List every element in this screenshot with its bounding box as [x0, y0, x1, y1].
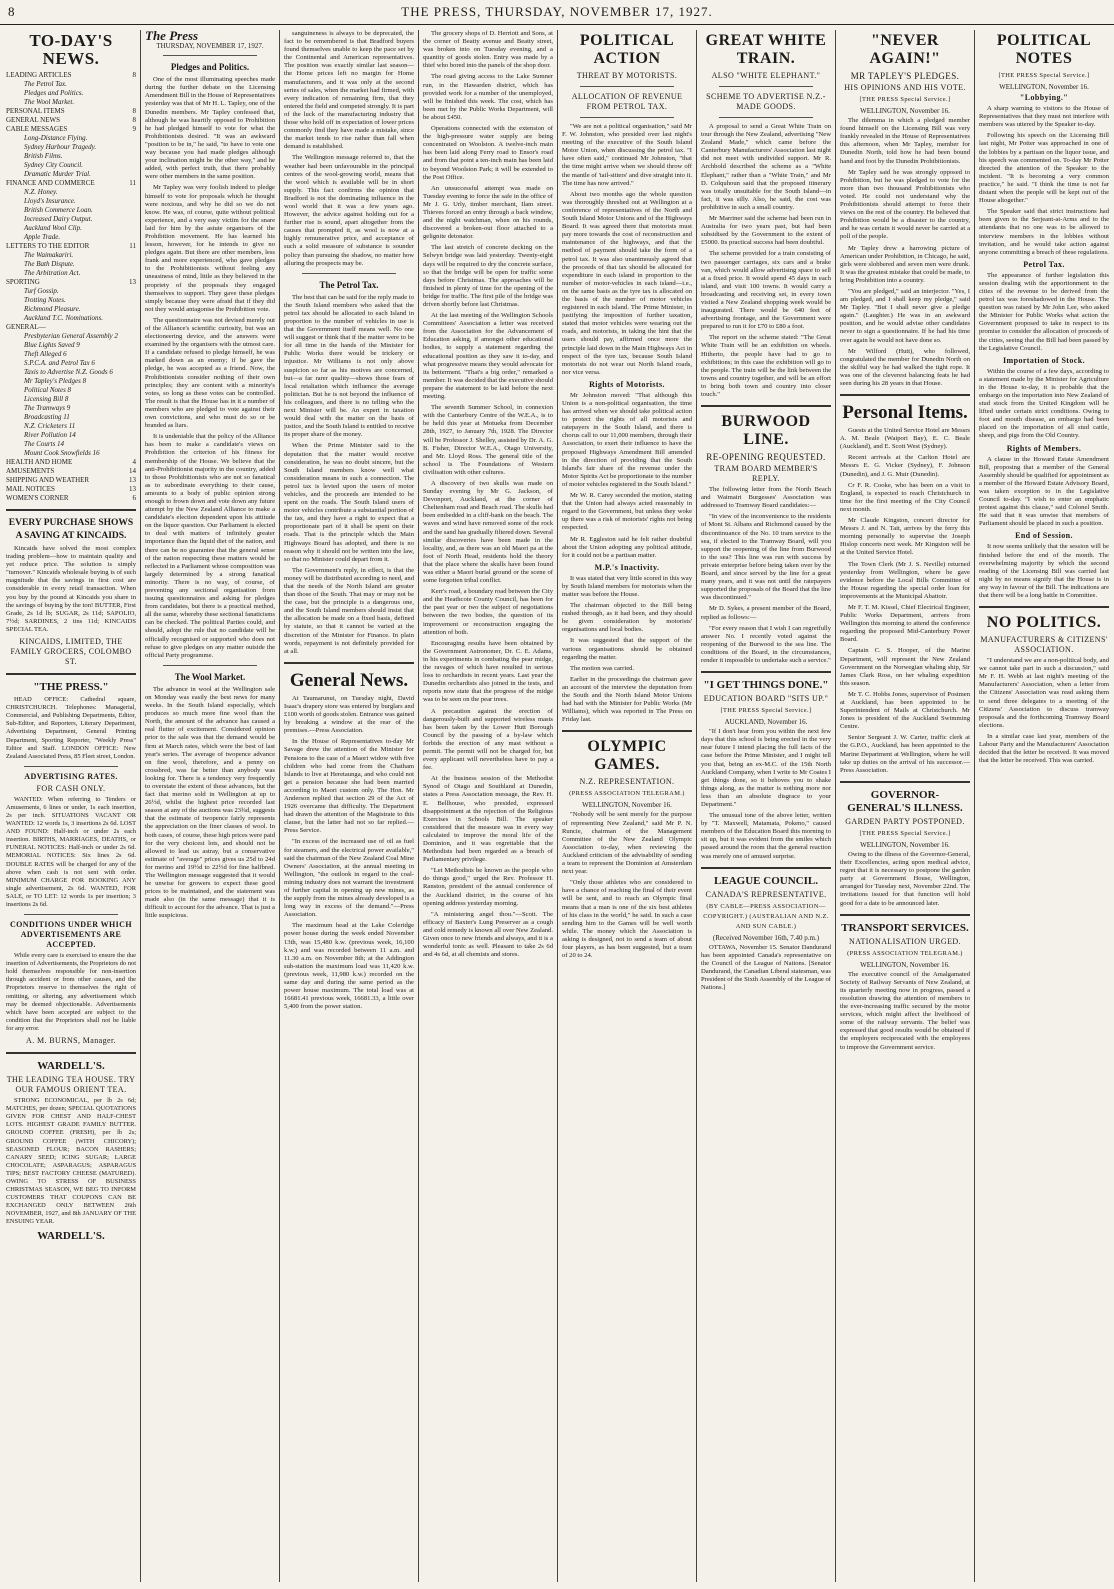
index-item	[6, 323, 136, 332]
index-subitem: Sydney City Council.	[24, 161, 83, 169]
article-paragraph: When the Prime Minister said to the deputation that the matter would receive consideration, he was no doubt sincere, but the South Island members know well what consideration means in such a connection. The petrol tax is levied upon the users of motor vehicles, and the proceeds are intended to be spent on the roads. The South Island users of motor vehicles contribute a substantial portion of the tax, and they have a right to expect that a proportionate part of it shall be spent on their roads. That is the principle which the Main Highways Board has adopted, and there is no reason why it should not be written into the law, so that no Minister could depart from it.	[284, 442, 414, 563]
index-subitem: Turf Gossip.	[24, 287, 59, 295]
lobbying-heading: "Lobbying."	[1019, 93, 1069, 103]
transport-source: (PRESS ASSOCIATION TELEGRAM.)	[847, 949, 963, 957]
article-paragraph: The maximum head at the Lake Coleridge power house during the week ended November 13th, was 15,480 k.w. (previous week, 16,100 k.w.) and was recorded between 11 a.m. and 11.30 a.m. on November 8th; at the Addington sub-station the maximum load was 11,420 k.w. (previous week, 11,980 k.w.) recorded on the same day and during the same period as the power house maximum. The total load was at 16681.41 previous week, 16681.33, a little over 5,400 from the power station.	[284, 922, 414, 1011]
index-subitem: Apple Trade.	[24, 233, 61, 241]
index-label: AMUSEMENTS	[6, 467, 55, 475]
index-subitem: The Arbitration Act.	[24, 269, 81, 277]
column-rule	[557, 30, 558, 1582]
index-page: 14	[129, 467, 136, 475]
white-train-body	[701, 123, 831, 399]
index-subitem: The Waimakariri.	[24, 251, 74, 259]
never-again-dateline: WELLINGTON, November 16.	[860, 107, 950, 115]
index-label: SPORTING	[6, 278, 40, 286]
article-paragraph: The dilemma in which a pledged member found himself on the Licensing Bill was very frankly revealed in the House of Representatives this afternoon, when Mr Tapley, member for Dunedin North, told how he had been bound hand and foot by the Dunedin Prohibitionists.	[840, 117, 970, 165]
ad-body: Kincaids have solved the most complex trading problem—how to maintain quality and yet reduce price. The solution is simply "turnover." Kincaids wholesale buying is of such magnitude that the savings in first cost are considerable in every retail transaction. When you buy by the pound at Kincaids you share in the savings of buying by the ton! BUTTER, First Grade, 2s 1d lb; SUGAR, 2s 11d; SAPOLIO, 7½d; SARDINES, 2 tins 11d; KINCAIDS SPECIAL TEA.	[6, 545, 136, 633]
editorial-date: THURSDAY, NOVEMBER 17, 1927.	[156, 42, 264, 51]
index-subitem: British Films.	[24, 152, 63, 160]
article-paragraph: The following letter from the North Beach and Waimairi Burgesses' Association was addressed to Tramway Board candidates:—	[701, 486, 831, 510]
transport-sub: NATIONALISATION URGED.	[849, 936, 961, 946]
governor-general-sub: GARDEN PARTY POSTPONED.	[845, 816, 965, 826]
end-of-session-heading: End of Session.	[1015, 531, 1073, 541]
index-label: FINANCE AND COMMERCE	[6, 179, 95, 187]
kincaids-ad	[6, 517, 136, 667]
column-4	[423, 30, 553, 1582]
column-6	[701, 30, 831, 1582]
index-label: PERSONAL ITEMS	[6, 107, 65, 115]
article-paragraph: It now seems unlikely that the session will be finished before the end of the month. The overwhelming majority by which the second reading of the Licensing Bill was carried last night by no means signify that the House is in any way in favour of the Bill. The indications are that there will be a long battle in Committee.	[979, 543, 1109, 599]
column-3	[284, 30, 414, 1582]
burwood-heading: BURWOOD LINE.	[721, 413, 811, 449]
article-paragraph: OTTAWA, November 15. Senator Dandurand has been appointed Canada's representative on the Council of the League of Nations. [Senator Dandurand, the Canadian Liberal statesman, was President of the Sixth Assembly of the League of Nations.]	[701, 943, 831, 992]
article-paragraph: "We are not a political organisation," said Mr F. W. Johnston, who presided over last night's meeting of the executive of the South Island Motor Union, when discussing the petrol tax. "I have often said," continued Mr Johnston, "that the time might arrive when we should throw off the mantle of 'tail-sitters' and dive straight into it. The time has now arrived."	[562, 123, 692, 187]
article-paragraph: A proposal to send a Great White Train on tour through the New Zealand, advertising "New Zealand Made," which came before the Canterbury Manufacturers' Association last night did not meet with undivided support. Mr R. Archbold described the scheme as a "White Elephant," rather than a "White Train," and Mr D. Colquhoun said that the proposed itinerary was totally unsuitable for the South Island—in fact, it was silly. Also, he said, the cost was prohibitive in such a small country.	[701, 123, 831, 211]
league-council-source: (BY CABLE—PRESS ASSOCIATION—COPYRIGHT.) (AUSTRALIAN AND N.Z. AND SUN CABLE.)	[703, 902, 829, 930]
index-item	[6, 458, 136, 467]
article-paragraph: Mr D. Sykes, a present member of the Board, replied as follows:—	[701, 605, 831, 621]
index-subitem: Theft Alleged 6	[24, 350, 67, 358]
article-paragraph: Mr W. R. Carey seconded the motion, stating that the Union had always acted reasonably in regard to the Government, but unless they woke up there was a risk of motorists' rights not being respected.	[562, 492, 692, 532]
index-label: CABLE MESSAGES	[6, 125, 68, 133]
article-paragraph: The Government's reply, in effect, is that the money will be distributed according to need, and that the needs of the North Island are greater than those of the South. That may or may not be the case, but the principle is a dangerous one, and the South Island members should insist that the allocation be made on a fixed basis, defined by statute, so that it cannot be varied at the discretion of the Minister for Finance. In plain words, repayment is not definitely provided for at all.	[284, 566, 414, 655]
never-again-heading: "NEVER AGAIN!"	[869, 32, 941, 67]
governor-general-dateline: WELLINGTON, November 16.	[860, 840, 950, 849]
index-subitem: Licensing Bill 8	[24, 395, 69, 403]
article-paragraph: It is undeniable that the policy of the Alliance has been to make a candidate's views on Prohibition the criterion of his fitness for membership of the House. We believe that the anti-Prohibitionist majority in the country, added to those Prohibitionists who are not so fanatical as to subordinate everything to their cause, amounts to a body of public opinion strong enough to frown down and vote down any future attempt by the New Zealand Alliance to make a candidate's election dependent upon his attitude on the liquor question. Our Parliament is elected to deal with matters of infinitely greater importance than the liquid diet of the nation, and there can be no guarantee that the general sense of the nation respecting these matters would be reflected in a Parliament whose composition was largely determined by a strong fanatical minority. There is no way, of course, of preventing any sectional organisation from issuing questionnaires and asking for pledges from candidates, but there is a practical method, all the same, whereby these sectional fanaticisms can be checked. The political Parties could, and should, adopt the rule that no candidate will be officially recognised or supported who does not refuse to give pledges on any matter outside the official Party programme.	[145, 433, 275, 659]
article-paragraph: "Only those athletes who are considered to have a chance of reaching the final of their event will be sent, and to reach an Olympic final means that a man is one of the six best athletes of his class in the world," he said. In such a case sending him to the Games will be well worth while. The money which the Association is asking is designed, not to send a team of about four players, as has been suggested, but a team of 20 to 24.	[562, 879, 692, 960]
political-action-heading: POLITICAL ACTION	[579, 32, 675, 67]
article-paragraph: The unusual tone of the above letter, written by "T. Maxwell, Matamata, Pokeno," caused members of the Education Board this morning to sit up, but it was evident from the smiles which passed around the room that the general reaction was merely one of amused surprise.	[701, 812, 831, 860]
index-page: 8	[132, 71, 136, 79]
article-paragraph: Senior Sergeant J. W. Carter, traffic clerk at the G.P.O., Auckland, has been appointed to the Marine Department at Wellington, where he will take up duties on the arrival of his successor.—Press Association.	[840, 734, 970, 774]
news-index	[6, 71, 136, 503]
column-rule	[279, 30, 280, 1582]
index-page: 13	[129, 278, 136, 286]
conditions-body: While every care is exercised to ensure the due insertion of Advertisements, the Proprietors do not hold themselves responsible for non-insertion through accident or from other causes, and the Proprietors reserve to themselves the right of omitting, or altering, any advertisement which may be deemed objectionable. Advertisements which have been accepted are subject to the condition that the Proprietors shall not be liable for any error.	[6, 952, 136, 1032]
never-again-deck: HIS OPINIONS AND HIS VOTE.	[844, 83, 966, 92]
column-rule	[696, 30, 697, 1582]
index-subitem: S.P.C.A. and Petrol Tax 6	[24, 359, 95, 367]
article-paragraph: One of the most illuminating speeches made during the further debate on the Licensing Amendment Bill in the House of Representatives yesterday was that of Mr H. L. Tapley, one of the Dunedin members. Mr Tapley confessed that, although he was heartily opposed to Prohibition he had pledged himself to vote for what the Prohibitionists desired. "It was an awkward "position to be in," he said, "to have to vote one way because you had made pledges although your inclination might be the other way," and he added, with perfect truth, that there probably were other members in the same position.	[145, 76, 275, 181]
index-page: 8	[132, 116, 136, 124]
index-subitem: The Bath Dispute.	[24, 260, 75, 268]
article-paragraph: Mr Johnston moved: "That although this Union is a non-political organisation, the time has arrived when we should take political action to protect the rights of all motorists and ratepayers in the South Island, and there is chorus call to our 11,000 members, through their Association, to exert their influence to have the proposed Highways Amendment Bill amended in the direction of providing that the South Island's fair share of the revenue under the Motor Spirits Act be proportionate to the number of motor vehicles registered in the South Island."	[562, 391, 692, 488]
press-logo: The Press	[145, 30, 199, 43]
article-paragraph: The best that can be said for the reply made to the South Island members who asked that the petrol tax should be allocated to each Island in proportion to the number of vehicles in use is that the Government itself means well. No one will suggest or think that if the matter were to be for all time in the hands of the Minister for Public Works there would be trickery or injustice. Mr Williams is not only above suspicion so far as his motives are concerned, but—a far rarer quality—shows those fears of local retaliation which influence the average politician. But he is not beyond the influence of his colleagues, and there is no telling who the next Minister will be. An expert in taxation would deal with the matter on the basis of justice, and the South Island is entitled to receive its proper share of the money.	[284, 293, 414, 439]
column-5	[562, 30, 692, 1582]
editorial-masthead	[145, 30, 275, 43]
index-subitem: Richmond Pleasure.	[24, 305, 81, 313]
masthead	[0, 0, 1114, 25]
index-subitem: Presbyterian General Assembly 2	[24, 332, 118, 340]
article-paragraph: "Nobody will be sent merely for the purpose of representing New Zealand," said Mr P. N. Runcie, chairman of the Management Committee of the New Zealand Olympic Association to-day, when reviewing the Auckland criticism of the advisability of sending a team to represent the Dominion at Amsterdam next year.	[562, 811, 692, 876]
olympic-games-dateline: WELLINGTON, November 16.	[582, 801, 672, 810]
article-paragraph: Mr F. T. M. Kissel, Chief Electrical Engineer, Public Works Department, arrives from Wellington this morning to attend the conference regarding the proposed Mid-Canterbury Power Board.	[840, 603, 970, 644]
index-subitem: The Tramways 9	[24, 404, 71, 412]
index-subitem: Blue Lights Saved 9	[24, 341, 80, 349]
mp-inactivity-body	[562, 575, 692, 725]
index-subitem: Trotting Notes.	[24, 296, 66, 304]
advertising-rates-heading: ADVERTISING RATES.	[24, 771, 118, 781]
article-paragraph: Captain C. S. Hooper, of the Marine Department, will represent the New Zealand Government on the Norwegian whaling ship, Sir James Clark Ross, on her whaling expedition this season.	[840, 647, 970, 687]
no-politics-sub: MANUFACTURERS & CITIZENS' ASSOCIATION.	[980, 635, 1108, 655]
index-subitem: Increased Dairy Output.	[24, 215, 93, 223]
column-rule	[140, 30, 141, 1582]
article-paragraph: "For every reason that I wish I can regretfully answer No. I recently voted against the reopening of the Burwood to the sea line. The conditions of the Board, in the circumstances, render it impossible to undertake such a service."	[701, 624, 831, 664]
index-subitem: The Wool Market.	[24, 98, 75, 106]
no-politics-body	[979, 657, 1109, 765]
index-page: 4	[132, 458, 136, 466]
index-label: GENERAL—	[6, 323, 46, 331]
article-paragraph: A clause in the Howard Estate Amendment Bill, proposing that a member of the General Assembly should be qualified for appointment as a member of the Howard Estate Advisory Board, was taken exception to in the Legislative Council to-day. "I wish to enter an emphatic protest against this clause," said Colonel Smith. He said that it was unwise that members of Parliament should be placed in such a position.	[979, 455, 1109, 528]
article-paragraph: Cr F. R. Cooke, who has been on a visit to England, is expected to reach Christchurch in time for the first meeting of the City Council next month.	[840, 481, 970, 513]
index-item	[6, 494, 136, 503]
article-paragraph: The road giving access to the Lake Sumner run, in the Hawarden district, which has provided work for a number of the unemployed, will be finished this week. The cost, which has been met by the Public Works Department, will be about £450.	[423, 73, 553, 121]
index-subitem: Pledges and Politics.	[24, 89, 84, 97]
conditions-sign: A. M. BURNS, Manager.	[26, 1036, 116, 1046]
article-paragraph: A precaution against the erection of dangerously-built and supported wireless masts has been taken by the Lower Hutt Borough Council by the passing of a by-law which forbids the erection of any mast without a permit. The permit will not be charged for, but every applicant will nevertheless have to pay a fee.	[423, 707, 553, 772]
newspaper-title: THE PRESS, THURSDAY, NOVEMBER 17, 1927.	[401, 4, 713, 19]
article-paragraph: Mr Claude Kingston, concert director for Messrs J. and N. Tait, arrives by the ferry this morning personally to supervise the Joseph Hislop concerts next week. Mr Kingston will be at the United Service Hotel.	[840, 517, 970, 557]
index-item	[6, 179, 136, 188]
advertising-rates-body: WANTED: When referring to Tenders or Amusements, 6 lines or under, 1s each insertion, 2s per inch. SITUATIONS VACANT OR WANTED: 12 words 1s, 3 insertions 2s 6d. LOST AND FOUND: Half-inch or under 2s each insertion. BIRTHS, MARRIAGES, DEATHS, or FUNERAL NOTICES: Half-inch or under 2s 6d. MEMORIAL NOTICES: Six lines 2s 6d. DOUBLE RATES will be charged for any of the above when cash is not sent with order. MINIMUM CHARGE FOR BOOKING ANY single advertisement, 2s 6d. WANTED, FOR SALE, or TO LET: 12 words 1s per insertion; 3 insertions 2s 6d.	[6, 795, 136, 908]
index-page: 9	[132, 125, 136, 133]
wardells-footer: WARDELL'S.	[37, 1229, 105, 1242]
article-paragraph: Following his speech on the Licensing Bill last night, Mr Potter was approached in one of the lobbies by a partisan on the liquor issue, and his speech was commented on. To-day Mr Potter directed the attention of the Speaker to the incident. "It is becoming a very common practice," he said. "I think the time is not far distant when the people will be kept out of the House altogether."	[979, 132, 1109, 205]
article-paragraph: "In view of the inconvenience to the residents of Mont St. Albans and Richmond caused by the discontinuance of the No. 10 tram service to the sea, if elected to the Tramway Board, will you support the reopening of the line from Burwood to the sea? This line was run with success by private enterprise before being taken over by the Board, and since served by the line for a great many years, and it was not until the ratepayers supported the proposals of the Board that the line was discontinued."	[701, 513, 831, 602]
article-paragraph: An unsuccessful attempt was made on Tuesday evening to force the safe in the office of Mr J. G. Urly, timber merchant, Ilam street. Thieves forced an entry through a back window, and the night watchman, when on his rounds, discovered a broken-out floor attached to a gelignite detonator.	[423, 184, 553, 241]
index-page: 6	[132, 494, 136, 502]
index-subitem: River Pollution 14	[24, 431, 76, 439]
article-paragraph: Owing to the illness of the Governor-General, their Excellencies, acting upon medical advice, regret that it is necessary to postpone the garden party at Government House, Wellington, arranged for Tuesday next, November 22nd. The invitations issued for that function will hold good for a date to be announced later.	[840, 850, 970, 907]
article-paragraph: Kerr's road, a boundary road between the City and the Heathcote County Council, has been for the past year or two the subject of negotiations between the two bodies, the question of its improvement or reconstruction engaging the attention of both.	[423, 588, 553, 636]
index-page: 8	[132, 107, 136, 115]
transport-body	[840, 971, 970, 1052]
todays-news-heading: TO-DAY'S NEWS.	[29, 31, 113, 68]
article-paragraph: The grocery shops of D. Herriott and Sons, at the corner of Beatty avenue and Beatty street, was broken into on Tuesday evening, and a quantity of goods stolen. Entry was made by a thief who bored into the panels of the shop door.	[423, 30, 553, 70]
index-label: GENERAL NEWS	[6, 116, 60, 124]
article-paragraph: The chairman objected to the Bill being rushed through, as it had been, and they should be given consideration by motorists' organisations and local bodies.	[562, 602, 692, 634]
league-council-heading: LEAGUE COUNCIL.	[714, 874, 818, 887]
article-paragraph: A discovery of two skulls was made on Sunday evening by Mr G. Jackson, of Devonport, Auckland, at the corner of Cheltenham road and Beach road. The skulls had been embedded in a cliff-bank on the beach. The waves and wind have removed some of the rock and the sand has gradually filtered down. Several similar discoveries have been made in the locality, and, as there was an old Maori pa at the foot of North Head, residents hold the theory that the place where the skulls have been found was either a Maori burial ground or the scene of some forgotten tribal conflict.	[423, 479, 553, 585]
index-subitem: Political Notes 8	[24, 386, 72, 394]
index-subitem: N.Z. Cricketers 11	[24, 422, 76, 430]
article-paragraph: "You are pledged," said an interjector. "Yes, I am pledged, and I shall keep my pledge," said Mr Tapley. "But I shall never give a pledge again." (Laughter.) He was in an awkward position, and he would advise other candidates never to sign a questionnaire. If he had his time over again he would not have done so.	[840, 287, 970, 344]
petrol-tax-body	[979, 272, 1109, 353]
article-paragraph: Mr T. C. Hobbs Jones, supervisor of Postmen at Auckland, has been appointed to be Superintendent of Mails at Christchurch. Mr Jones is president of the Auckland Swimming Centre.	[840, 690, 970, 731]
column-7	[840, 30, 970, 1582]
get-things-done-dateline: AUCKLAND, November 16.	[724, 718, 808, 727]
league-council-body	[701, 944, 831, 993]
wardells-body: STRONG ECONOMICAL, per lb 2s 6d; MATCHES, per dozen; SPECIAL QUOTATIONS GIVEN FOR CHEST AND HALF-CHEST LOTS. HIGHEST GRADE FAMILY BUTTER. GROUND COFFEE (FRESH), per lb 2s; GROUND COFFEE (WITH CHICORY); SEASONED FLOUR; BACON RASHERS; CANARY SEED; ICING SUGAR; LARGE CHOCOLATE; ASPARAGUS; ASPARAGUS TIPS; BEST FACTORY CHEESE (MATURED). OWING TO STRESS OF BUSINESS CHRISTMAS SEASON, WE BEG TO INFORM CUSTOMERS THAT COUPONS CAN BE EXCHANGED ONLY BETWEEN 26th NOVEMBER, 1927, and 8th JANUARY OF THE ENSUING YEAR.	[6, 1097, 136, 1226]
article-paragraph: About two months ago the whole question was thoroughly threshed out at Wellington at a conference of representatives of the North and South Island Motor Unions and of the Highways Board. It was agreed there that motorists must pay more towards the cost of reconstruction and maintenance of the highways, and that the method of payment should take the form of a petrol tax. It was also unanimously agreed that the proceeds of that tax should be allocated for expenditure in each island in proportion to the number of motor-vehicles in each island—i.e., on the same basis as the tyre tax is allocated on the basis of the number of motor vehicles registered in each island. The Prime Minister, in justifying the imposition of further taxation, stated that motor vehicles were wearing out the roads, and motorists, in taking the hint that the users should pay, affirmed once more the principle laid down in the Main Highways Act in respect of the tyre tax, because South Island motorists do not wear out North Island roads, nor vice versa.	[562, 190, 692, 376]
wardells-heading: WARDELL'S.	[37, 1060, 105, 1073]
index-label: HEALTH AND HOME	[6, 458, 73, 466]
article-paragraph: Within the course of a few days, according to a statement made by the Minister for Agriculture in the House to-day, it is probable that the embargo on the importation into New Zealand of stud stock from the United Kingdom will be lifted under certain strict conditions. Owing to foot and mouth disease, an embargo had been placed on the importation of all stud cattle, sheep, and pigs from the Old Country.	[979, 367, 1109, 440]
article-paragraph: "A ministering angel thou."—Scott. The efficacy of Baxter's Lung Preserver as a cough and cold remedy is known all over New Zealand. Given once to new friends and always, and it is a wonderful tonic as well. Pleasant to take 2s 6d and 4s 6d, at all chemists and stores.	[423, 910, 553, 959]
conditions-heading: CONDITIONS UNDER WHICH ADVERTISEMENTS ARE ACCEPTED.	[9, 920, 132, 950]
index-item	[6, 467, 136, 476]
importation-heading: Importation of Stock.	[1003, 355, 1085, 365]
article-paragraph: It was suggested that the support of the various organisations should be obtained regarding the matter.	[562, 637, 692, 661]
never-again-body	[840, 117, 970, 388]
index-page: 13	[129, 485, 136, 493]
article-paragraph: Mr Tapley said he was strongly opposed to Prohibition, but he was pledged to vote for the more than two thousand Prohibitionists who voted. He could not understand why the Prohibitionists should attempt to force their views on the rest of the country. He believed that Prohibition would be a disaster to the country, and he was certain it would never be carried at a poll of the people.	[840, 168, 970, 241]
index-subitem: Lloyd's Insurance.	[24, 197, 76, 205]
article-paragraph: "If I don't hear from you within the next few days that this school is being erected in the very near future I intend placing the full facts of the case before the Prime Minister, and I might tell you that, being an ex-M.C. of the 15th North Auckland Company, when I write to Mr Coates I get things done, so it behoves you to shake things along, as the matter is nothing more nor less than an absolute disgrace to your Department."	[701, 728, 831, 808]
index-subitem: Sydney Harbour Tragedy.	[24, 143, 97, 151]
article-paragraph: The Wellington message referred to, that the weather had been unfavourable in the principal centres of the wool-growing world, means that the wool which is available will be in short supply. This fact confirms the opinion that Bradford is not the dominating influence in the wool world that it was a few years ago. However, the advice against holding out for a further rise is sound, apart altogether from the causes that prompted it, as wool is now at a highly remunerative price, and acceptance of such a solid measure of substance is sounder policy than pursuing the shadow, no matter how alluring the prospects may be.	[284, 154, 414, 267]
olympic-games-body	[562, 811, 692, 960]
importation-body	[979, 368, 1109, 441]
article-paragraph: The questionnaire was not devised merely out of the Alliance's scientific curiosity, but was an electioneering device, and the answers were examined by the organisers with the utmost care. If a candidate refused to pledge himself, he was marked down as an enemy; if he gave the pledge, he was accepted as a friend. Now, the Prohibitionists consider nothing of their own principles; they are content with a minority's votes, so long as these votes can be controlled. The result is that the House has in it a number of members who are pledged to vote against their own convictions, and who must do so or be branded as liars.	[145, 316, 275, 430]
index-label: LETTERS TO THE EDITOR	[6, 242, 90, 250]
article-paragraph: The advance in wool at the Wellington sale on Monday was easily the best news for many weeks. In the South Island especially, which produces so much more fine wool than the North, the amount of the advance has caused a real flutter of excitement. Considered opinion prior to the sale was that the demand would be firm at March rates, which were the best of last year's series. The average of twopence advance on fine wool, therefore, and a penny on crossbred, was far better than anybody was looking for. There is a tendency very frequently to overstate the extent of these advances, but the fact that merino sold in Wellington at up to 26½d, whilst the highest price recorded last season at any of the auctions was 23¾d, suggests that the estimate of twopence fairly represents the appreciation on the finer classes of wool. In both cases, of course, these high prices were paid for the very choicest lots, and should not be allowed to lead us astray, but a conservative estimate of "average" prices gives us 25d to 24d for merino and 19½d to 22½d for fine halfbred. The Wellington message suggested that it would be unwise for growers to expect these good prices to be maintained, and the statement was made also (in the same message) that it is difficult to account for the advance. That is just a little suspicious.	[145, 685, 275, 920]
advertising-rates-sub: FOR CASH ONLY.	[36, 783, 106, 793]
index-subitem: The Courts 14	[24, 440, 65, 448]
index-subitem: Long-Distance Flying.	[24, 134, 88, 142]
league-council-received: (Received November 16th, 7.40 p.m.)	[712, 933, 820, 942]
index-page: 11	[129, 242, 136, 250]
index-subitem: Taxis to Advertise N.Z. Goods 6	[24, 368, 113, 376]
burwood-sub: RE-OPENING REQUESTED.	[706, 452, 826, 463]
index-label: LEADING ARTICLES	[6, 71, 72, 79]
rights-of-motorists-body	[562, 392, 692, 560]
article-paragraph: "In excess of the increased use of oil as fuel for steamers, and the electrical power available," said the chairman of the New Zealand Coal Mine Owners' Association, at the annual meeting in Wellington, "the outlook in regard to the coal-mining industry does not warrant the investment of further capital in opening up new mines, as the supply from the mines already developed is a long way in excess of the demand."—Press Association.	[284, 838, 414, 919]
never-again-sub: MR TAPLEY'S PLEDGES.	[850, 71, 960, 81]
index-subitem: Auckland T.C. Nominations.	[24, 314, 104, 322]
index-subitem: Dramatic Murder Trial.	[24, 170, 91, 178]
index-label: SHIPPING AND WEATHER	[6, 476, 90, 484]
article-paragraph: Encouraging results have been obtained by the Government Astronomer, Dr. C. E. Adams, in his experiments in combating the pear midge, the ravages of which have resulted in serious loss to orchardists in recent years. Last year the Dunedin orchardists also joined in the tests, and reports now state that the progress of the midge was to be seen on the pear trees.	[423, 639, 553, 704]
article-paragraph: "I understand we are a non-political body, and we cannot take part in such a discussion," said Mr F. H. Webb at last night's meeting of the Manufacturers' Association, when a letter from the Citizens' Association was read asking them to send three delegates to a meeting of the Citizens' Association to discuss tramway proposals and the forthcoming Tramway Board elections.	[979, 657, 1109, 729]
general-news-continued	[423, 30, 553, 959]
get-things-done-source: [THE PRESS Special Service.]	[720, 707, 812, 715]
index-subitem: The Petrol Tax.	[24, 80, 67, 88]
olympic-games-heading: OLYMPIC GAMES.	[587, 738, 667, 774]
index-subitem: Mr Tapley's Pledges 8	[24, 377, 87, 385]
index-item	[6, 71, 136, 80]
index-item	[6, 242, 136, 251]
article-paragraph: Recent arrivals at the Carlton Hotel are Messrs E. G. Vicker (Sydney), F. Johnson (Dunedin), and J. G. Muir (Dunedin).	[840, 454, 970, 478]
article-paragraph: Mr Tapley drew a harrowing picture of American under Prohibition, in Chicago, he said, girls were slobbered and seven men were drunk. It was the greatest mistake that could be made, to bring Prohibition into a country.	[840, 244, 970, 284]
index-subitem: N.Z. Honey.	[24, 188, 58, 196]
personal-items-heading: Personal Items.	[842, 402, 968, 424]
column-rule	[418, 30, 419, 1582]
index-item	[6, 278, 136, 287]
editorial-pledges-body	[145, 76, 275, 660]
burwood-body	[701, 486, 831, 665]
editorial-petrol-body	[284, 294, 414, 656]
burwood-deck: TRAM BOARD MEMBER'S REPLY.	[714, 464, 818, 484]
article-paragraph: Mr R. Eggleston said he felt rather doubtful about the Union adopting any political attitude, for it could not be a partisan matter.	[562, 535, 692, 559]
index-subitem: Broadcasting 11	[24, 413, 70, 421]
press-info: HEAD OFFICE: Cathedral square, CHRISTCHURCH. Telephones: Managerial, Commercial, and Publishing Departments, Editor, Sub-Editor, and Reporters, Literary Department, Advertising Department, General Printing Department, Sporting Reporter, "Weekly Press" Editor and Staff. LONDON OFFICE: New Zealand Associated Press, 85 Fleet street, London.	[6, 696, 136, 760]
white-train-heading: GREAT WHITE TRAIN.	[705, 32, 827, 67]
get-things-done-sub: EDUCATION BOARD "SITS UP."	[703, 694, 829, 704]
political-action-deck: ALLOCATION OF REVENUE FROM PETROL TAX.	[571, 92, 683, 111]
column-8	[979, 30, 1109, 1582]
column-rule	[835, 30, 836, 1582]
ad-footer: KINCAIDS, LIMITED, THE FAMILY GROCERS, COLOMBO ST.	[10, 637, 132, 667]
index-label: MAIL NOTICES	[6, 485, 55, 493]
article-paragraph: At the last meeting of the Wellington Schools Committees' Association a letter was received from the Association for the Advancement of Education asking, if amongst other educational bodies, to supply a statement regarding the educational position as they saw it to-day, and what progressive means they would advocate for its betterment. "That's a big order," remarked a member. It was decided that the executive should prepare the statement to be laid before the next meeting.	[423, 312, 553, 401]
index-subitem: Mount Cook Snowfields 16	[24, 449, 100, 457]
wool-continued	[284, 30, 414, 268]
article-paragraph: A sharp warning to visitors to the House of Representatives that they must not interfere with members was uttered by the Speaker to-day.	[979, 105, 1109, 129]
column-rule	[974, 30, 975, 1582]
index-page: 11	[129, 179, 136, 187]
lobbying-body	[979, 105, 1109, 257]
index-item	[6, 125, 136, 134]
end-of-session-body	[979, 543, 1109, 600]
political-notes-source: [THE PRESS Special Service.]	[998, 72, 1090, 79]
ad-heading: EVERY PURCHASE SHOWS A SAVING AT KINCAIDS.	[8, 518, 134, 541]
article-paragraph: In a similar case last year, members of the Labour Party and the Manufacturers' Association decided that the letter be received. It was moved that the letter be received. This was carried.	[979, 732, 1109, 765]
index-label: WOMEN'S CORNER	[6, 494, 69, 502]
article-paragraph: Mr Tapley was very foolish indeed to pledge himself to vote for proposals which he thought were noxious, and why he did so we do not know. He was, of course, quite without political experience, and a very easy victim for the snare laid for him by the astute organisers of the Prohibition movement. He has learned his lesson, however, for he intends to give no pledges again. But there are other members, less frank and more experienced, who gave pledges to the Prohibitionists without feeling any uneasiness of mind, little as they believed in the propriety of the proposals they engaged themselves to support. They gave these pledges simply because they were afraid that if they did not they would antagonise the Prohibition vote.	[145, 184, 275, 313]
index-item	[6, 485, 136, 494]
political-action-body	[562, 123, 692, 377]
wardells-sub: THE LEADING TEA HOUSE. TRY OUR FAMOUS ORIENT TEA.	[6, 1075, 136, 1095]
article-paragraph: Earlier in the proceedings the chairman gave an account of the interview the deputation from the South and the North Island Motor Unions had had with the Minister for Public Works (Mr Williams), which was reported in The Press on Friday last.	[562, 675, 692, 724]
index-page: 13	[129, 476, 136, 484]
white-train-deck: SCHEME TO ADVERTISE N.Z.-MADE GOODS.	[706, 92, 826, 111]
governor-general-source: [THE PRESS Special Service.]	[859, 829, 951, 837]
article-paragraph: The scheme provided for a train consisting of two passenger carriages, six cars and a brake van, which would allow advertising space to sell at a fixed price. It would spend 45 days in each island, and visit 100 towns. It would carry a broadcasting and receiving set, in every town visited a New Zealand shopping week would be inaugurated. There would be 640 feet of advertising frontage, and the Government were prepared to run it for £70 to £80 a foot.	[701, 250, 831, 331]
get-things-done-heading: "I GET THINGS DONE."	[703, 679, 829, 692]
article-paragraph: The executive council of the Amalgamated Society of Railway Servants of New Zealand, at its quarterly meeting now in progress, passed a resolution drawing the attention of members to the ever-increasing traffic secured by the motor services, which might affect the livelihood of some of the railway servants. The belief was expressed that good results would be obtained if the employers reciprocated with the employees to improve the Government service.	[840, 970, 970, 1051]
transport-dateline: WELLINGTON, November 16.	[860, 960, 950, 969]
article-paragraph: The appearance of further legislation this session dealing with the apportionment to the cities of the revenue to be derived from the petrol tax was foreshadowed in the House. The question was raised by Mr John Lee, who asked the Minister for Public Works what action the Government proposed to take in respect to its promise to consider the allocation of proceeds of the cities, seeing that the Bill had been passed by the Legislative Council.	[979, 271, 1109, 352]
white-train-sub: ALSO "WHITE ELEPHANT."	[711, 71, 821, 80]
article-paragraph: "Let Methodists be known as the people who do things good," urged the Rev. Professor H. Ranston, president of the annual conference of the Auckland district, in the course of his opening address yesterday morning.	[423, 867, 553, 907]
article-paragraph: Guests at the United Service Hotel are Messrs A. M. Beale (Waipori Bay), E. C. Beale (Auckland), and E. Scott West (Sydney).	[840, 427, 970, 451]
article-paragraph: The Town Clerk (Mr J. S. Neville) returned yesterday from Wellington, where he gave evidence before the Local Bills Committee of the House regarding the special order loan for improvements at the Municipal Abattoir.	[840, 560, 970, 600]
index-subitem: Auckland Wool Clip.	[24, 224, 82, 232]
article-paragraph: At the business session of the Methodist Synod of Otago and Southland at Dunedin, states a Press Association message, the Rev. H. E. Bellhouse, who presided, expressed disappointment at the rejection of the Religious Exercises in Schools Bill. The speaker considered that the measure was in every way calculated to improve the moral life of the Dominion, and it was regrettable that the Methodists had been regarded as a breach of Parliamentary privilege.	[423, 775, 553, 864]
political-action-sub: THREAT BY MOTORISTS.	[576, 71, 678, 80]
editorial-heading-wool: The Wool Market.	[174, 671, 246, 682]
olympic-games-source: (PRESS ASSOCIATION TELEGRAM.)	[569, 790, 685, 798]
governor-general-heading: GOVERNOR-GENERAL'S ILLNESS.	[847, 788, 963, 814]
rights-of-motorists-heading: Rights of Motorists.	[589, 379, 665, 389]
editorial-heading-pledges: Pledges and Politics.	[170, 62, 250, 73]
general-news-body	[284, 695, 414, 1012]
olympic-games-sub: N.Z. REPRESENTATION.	[579, 777, 675, 787]
transport-heading: TRANSPORT SERVICES.	[841, 921, 969, 934]
petrol-tax-heading: Petrol Tax.	[1023, 259, 1065, 269]
get-things-done-body	[701, 728, 831, 861]
index-subitem: British Commerce Loan.	[24, 206, 93, 214]
editorial-heading-petrol: The Petrol Tax.	[319, 279, 379, 290]
personal-items-body	[840, 427, 970, 775]
press-heading: "THE PRESS."	[33, 681, 109, 694]
article-paragraph: The seventh Summer School, in connexion with the Canterbury Centre of the W.E.A., is to be held this year at Motueka from December 28th, 1927, to January 7th, 1928. The Director will be Professor J. Shelley, assisted by Dr. A. G. B. Fisher, Director W.E.A., Otago University, and Mr. Lloyd Ross. The general title of the school is The Foundations of Western civilisation with other cultures.	[423, 404, 553, 476]
editorial-wool-body	[145, 686, 275, 921]
article-paragraph: Operations connected with the extension of the high-pressure water supply are being concentrated on Woolston. A twelve-inch main has been laid along Ferry road to Ensor's road and from that point a ten-inch main has been laid to beyond Woolston Park; it will be extended to the Post Office.	[423, 125, 553, 181]
index-item	[6, 476, 136, 485]
article-paragraph: The report on the scheme stated: "The Great White Train will be an exhibition on wheels. Hitherto, the people have had to go to exhibitions; in this case the exhibition will go to the people. The train will be the link between the towns and country together, and will be an effort to bring both town and country into closer touch."	[701, 334, 831, 398]
governor-general-body	[840, 851, 970, 908]
column-2	[145, 30, 275, 1582]
article-paragraph: sanguineness is always to be deprecated, the fact to be remembered is that Bradford buyers found themselves unable to keep the pace set by the Continental and American representatives. The position was exactly similar last season—the Home prices left no margin for Home manufacturers, and it was only at the second series of sales, when the market had firmed, with every indication of remaining firm, that they entered the field and competed strongly. It is part of the luck of the manufacturing industry that those who hold off in expectation of lower prices commonly find they have made a mistake, since the market tends to rise rather than fall when demand is established.	[284, 30, 414, 151]
column-1	[6, 30, 136, 1582]
mp-inactivity-heading: M.P.'s Inactivity.	[594, 562, 660, 572]
article-paragraph: Mr Wilford (Hutt), who followed, congratulated the member for Dunedin North on the skilful way he had walked the tight rope. It was one of the cleverest balancing feats he had seen during his 28 years in that House.	[840, 347, 970, 387]
rights-of-members-heading: Rights of Members.	[1006, 443, 1082, 453]
index-item	[6, 116, 136, 125]
general-news-heading: General News.	[289, 669, 409, 691]
political-notes-heading: POLITICAL NOTES	[996, 32, 1092, 67]
league-council-sub: CANADA'S REPRESENTATIVE.	[705, 889, 827, 899]
article-paragraph: The motion was carried.	[570, 664, 635, 672]
article-paragraph: In the House of Representatives to-day Mr Savage drew the attention of the Minister for Pensions to the case of a Maori widow with five children who had come from the Chatham Islands to live at Heretaunga, and who could not get a pension because she had been married according to Maori custom only. The Hon. Mr Anderson replied that section 29 of the Act of 1926 overcame that difficulty. The Department had drawn the attention of the Magistrate to this clause, but the latter had not so far replied.—Press Service.	[284, 738, 414, 835]
article-paragraph: The last stretch of concrete decking on the Selwyn bridge was laid yesterday. Twenty-eight days will be required to dry the concrete surface, so that the bridge will be open for traffic some days before Christmas. The approaches will be finished in plenty of time for the opening of the bridge for traffic. The first pile of the bridge was driven shortly before last Christmas.	[423, 244, 553, 308]
article-paragraph: Mr Marriner said the scheme had been run in Australia for two years past, but had been subsidised by the Government to the extent of £5000. Its practical success had been doubtful.	[701, 215, 831, 247]
article-paragraph: The Speaker said that strict instructions had been given to the Serjeant-at-Arms and to the attendants that no one was to be allowed to interview members in the lobbies without invitation, and he would take action against anyone committing a breach of these regulations.	[979, 208, 1109, 256]
never-again-source: [THE PRESS Special Service.]	[859, 96, 951, 103]
no-politics-heading: NO POLITICS.	[986, 614, 1102, 632]
political-notes-dateline: WELLINGTON, November 16.	[999, 83, 1089, 91]
rights-of-members-body	[979, 456, 1109, 529]
article-paragraph: It was stated that very little scored in this way by South Island members for motorists when the matter was before the House.	[562, 574, 692, 598]
page-number: 8	[8, 4, 15, 19]
index-item	[6, 107, 136, 116]
article-paragraph: At Taumarunui, on Tuesday night, David Isaac's drapery store was entered by burglars and £100 worth of goods stolen. Entrance was gained by breaking a window at the rear of the premises.—Press Association.	[284, 694, 414, 735]
